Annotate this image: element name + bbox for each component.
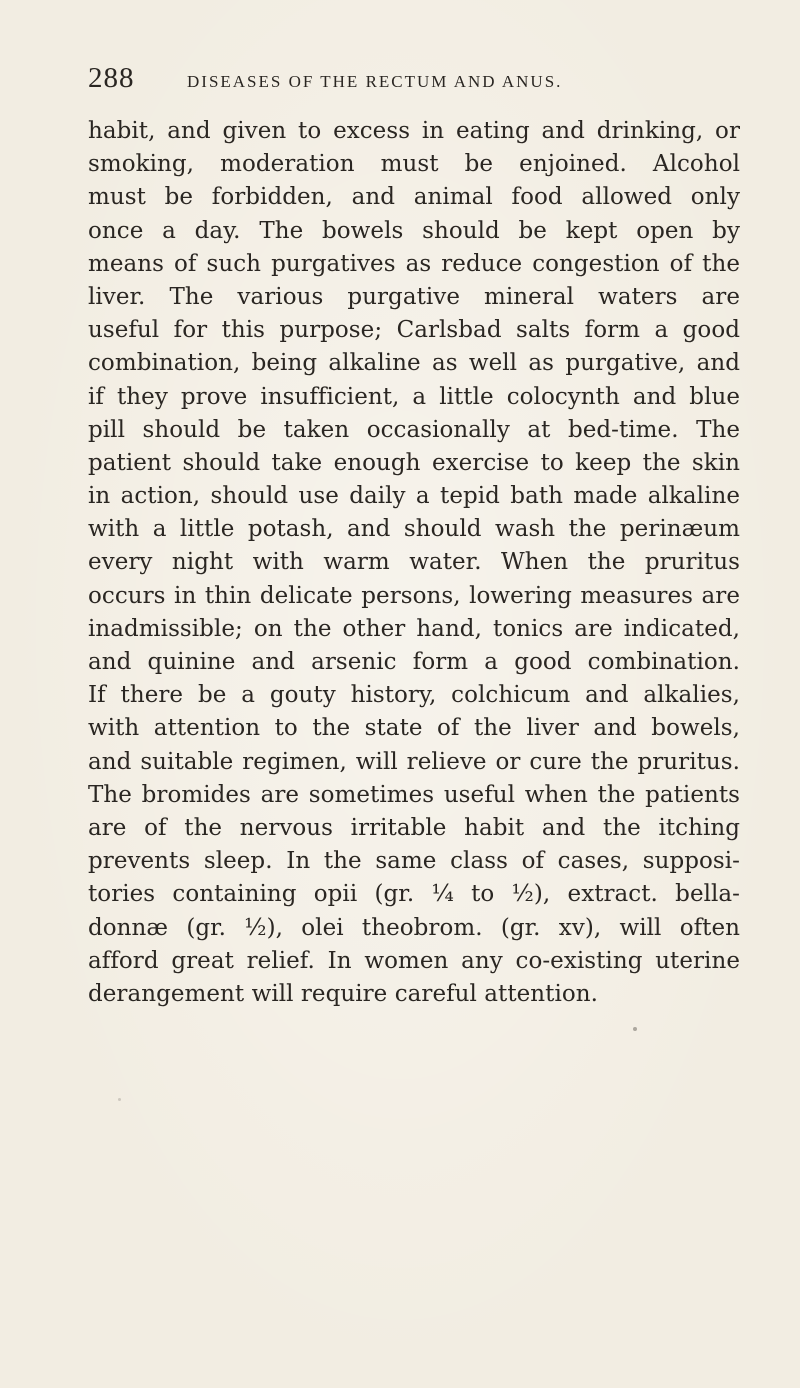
text-line: once a day. The bowels should be kept open by bbox=[88, 217, 740, 244]
text-line: combination, being alkaline as well as purgative, and bbox=[88, 350, 740, 377]
text-line: patient should take enough exercise to keep the skin bbox=[88, 449, 740, 476]
text-line: prevents sleep. In the same class of cases, supposi- bbox=[88, 848, 740, 875]
text-line: inadmissible; on the other hand, tonics are indicated, bbox=[88, 615, 740, 642]
text-line: smoking, moderation must be enjoined. Alcohol bbox=[88, 151, 740, 178]
text-line: with a little potash, and should wash the perinæum bbox=[88, 516, 740, 543]
body-paragraph bbox=[88, 115, 740, 1011]
paper-speck bbox=[118, 1098, 121, 1101]
text-line: with attention to the state of the liver and bowels, bbox=[88, 715, 740, 742]
text-line-last: derangement will require careful attention. bbox=[88, 980, 598, 1007]
text-line: in action, should use daily a tepid bath made alkaline bbox=[88, 483, 740, 510]
text-line: The bromides are sometimes useful when the patients bbox=[88, 781, 740, 808]
running-head bbox=[88, 62, 738, 102]
text-line: donnæ (gr. ½), olei theobrom. (gr. xv), will often bbox=[88, 914, 740, 941]
text-line: if they prove insufficient, a little colocynth and blue bbox=[88, 383, 740, 410]
text-line: and quinine and arsenic form a good combination. bbox=[88, 649, 740, 675]
text-line: occurs in thin delicate persons, lowering measures are bbox=[88, 582, 740, 609]
running-title: DISEASES OF THE RECTUM AND ANUS. bbox=[187, 72, 563, 91]
text-line: every night with warm water. When the pruritus bbox=[88, 549, 740, 576]
text-line: pill should be taken occasionally at bed-time. The bbox=[88, 416, 740, 443]
text-line: tories containing opii (gr. ¼ to ½), extract. bella- bbox=[88, 881, 740, 908]
text-line: afford great relief. In women any co-existing uterine bbox=[88, 947, 740, 974]
text-line: and suitable regimen, will relieve or cure the pruritus. bbox=[88, 748, 740, 775]
paper-speck bbox=[633, 1027, 637, 1031]
text-line: useful for this purpose; Carlsbad salts form a good bbox=[88, 317, 740, 344]
text-line: are of the nervous irritable habit and the itching bbox=[88, 814, 740, 841]
page-number: 288 bbox=[88, 62, 135, 94]
text-line: must be forbidden, and animal food allowed only bbox=[88, 184, 740, 211]
text-line: liver. The various purgative mineral waters are bbox=[88, 283, 740, 310]
text-line: means of such purgatives as reduce congestion of the bbox=[88, 250, 740, 277]
text-line: habit, and given to excess in eating and drinking, or bbox=[88, 118, 740, 144]
text-line: If there be a gouty history, colchicum and alkalies, bbox=[88, 682, 740, 709]
